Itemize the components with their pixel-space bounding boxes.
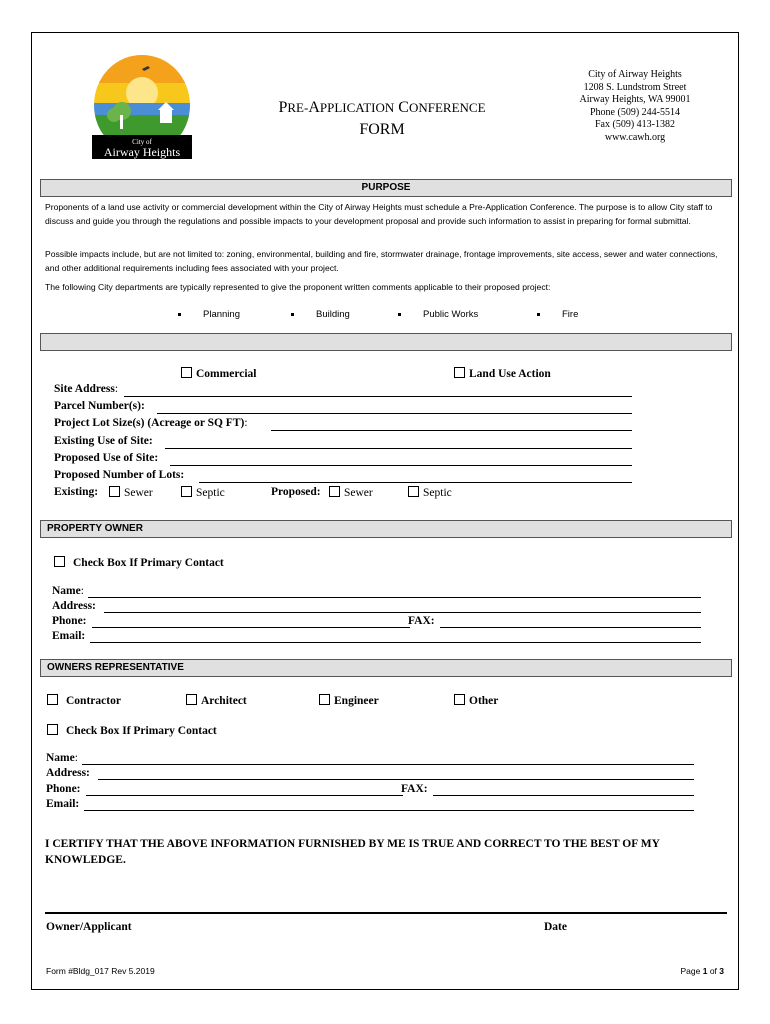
lot-size-field[interactable]: Project Lot Size(s) (Acreage or SQ FT):	[54, 417, 632, 433]
parcel-number-field[interactable]: Parcel Number(s):	[54, 400, 632, 416]
proposed-label: Proposed:	[271, 486, 321, 498]
form-number: Form #Bldg_017 Rev 5.2019	[46, 966, 155, 976]
owner-primary-checkbox[interactable]	[54, 556, 65, 567]
existing-sewer-checkbox[interactable]	[109, 486, 120, 497]
existing-label: Existing:	[54, 486, 99, 498]
land-use-option[interactable]: Land Use Action	[454, 367, 551, 380]
owner-email-field[interactable]: Email:	[52, 630, 701, 645]
logo-text-top: City of	[132, 138, 152, 146]
property-owner-heading: PROPERTY OWNER	[40, 520, 732, 538]
owner-primary-contact[interactable]: Check Box If Primary Contact	[54, 556, 224, 569]
project-type-bar	[40, 333, 732, 351]
rep-email-field[interactable]: Email:	[46, 798, 694, 813]
purpose-paragraph-3: The following City departments are typically represented to give the proponent written comments applicable to their proposed project:	[45, 282, 551, 292]
city-logo	[92, 53, 192, 159]
commercial-option[interactable]: Commercial	[181, 367, 256, 380]
proposed-septic-checkbox[interactable]	[408, 486, 419, 497]
dept-public-works: Public Works	[398, 309, 478, 320]
purpose-paragraph-2: Possible impacts include, but are not limited to: zoning, environmental, building and fire, stormwater drainage, frontage improvements, site access, sewer and water connections, and other additional requirements including fees associated with your project.	[45, 249, 718, 273]
architect-checkbox[interactable]	[186, 694, 197, 705]
existing-use-field[interactable]: Existing Use of Site:	[54, 435, 632, 451]
city-contact: City of Airway Heights 1208 S. Lundstrom Street Airway Heights, WA 99001 Phone (509) 244-5514 Fax (509) 413-1382 www.cawh.org	[579, 69, 691, 143]
rep-architect-option[interactable]: Architect	[186, 694, 247, 707]
rep-contractor-option[interactable]: Contractor	[47, 694, 121, 707]
form-title: PRE-APPLICATION CONFERENCE FORM	[252, 97, 512, 141]
dept-planning: Planning	[178, 309, 240, 320]
owner-fax-field[interactable]: FAX:	[408, 615, 701, 630]
rep-engineer-option[interactable]: Engineer	[319, 694, 379, 707]
other-checkbox[interactable]	[454, 694, 465, 705]
owner-address-field[interactable]: Address:	[52, 600, 701, 615]
signature-line[interactable]	[45, 912, 727, 914]
rep-other-option[interactable]: Other	[454, 694, 498, 707]
engineer-checkbox[interactable]	[319, 694, 330, 705]
date-label: Date	[544, 921, 567, 933]
owner-name-field[interactable]: Name:	[52, 585, 701, 600]
proposed-septic-option[interactable]: Septic	[408, 486, 452, 499]
proposed-sewer-checkbox[interactable]	[329, 486, 340, 497]
purpose-paragraph-1: Proponents of a land use activity or commercial development within the City of Airway Heights must schedule a Pre-Application Conference. The purpose is to allow City staff to discuss and guide you through the regulations and possible impacts to your development proposal and provide such information to assist in preparing for formal submittal.	[45, 202, 713, 226]
dept-fire: Fire	[537, 309, 578, 320]
rep-name-field[interactable]: Name:	[46, 752, 694, 767]
form-page	[31, 32, 739, 990]
dept-building: Building	[291, 309, 350, 320]
proposed-sewer-option[interactable]: Sewer	[329, 486, 373, 499]
proposed-lots-field[interactable]: Proposed Number of Lots:	[54, 469, 632, 485]
owner-phone-field[interactable]: Phone:	[52, 615, 410, 630]
existing-septic-option[interactable]: Septic	[181, 486, 225, 499]
owner-applicant-label: Owner/Applicant	[46, 921, 132, 933]
rep-fax-field[interactable]: FAX:	[401, 783, 694, 798]
rep-phone-field[interactable]: Phone:	[46, 783, 403, 798]
commercial-checkbox[interactable]	[181, 367, 192, 378]
certification-statement: I CERTIFY THAT THE ABOVE INFORMATION FURNISHED BY ME IS TRUE AND CORRECT TO THE BEST OF MY KNOWLEDGE.	[45, 838, 660, 866]
rep-primary-contact[interactable]: Check Box If Primary Contact	[47, 724, 217, 737]
existing-sewer-option[interactable]: Sewer	[109, 486, 153, 499]
owners-rep-heading: OWNERS REPRESENTATIVE	[40, 659, 732, 677]
rep-primary-checkbox[interactable]	[47, 724, 58, 735]
logo-text-main: Airway Heights	[103, 145, 181, 159]
page-indicator: Page 1 of 3	[680, 966, 724, 976]
land-use-checkbox[interactable]	[454, 367, 465, 378]
contractor-checkbox[interactable]	[47, 694, 58, 705]
form-title-line2: FORM	[359, 121, 405, 138]
purpose-heading: PURPOSE	[40, 179, 732, 197]
rep-address-field[interactable]: Address:	[46, 767, 694, 782]
existing-septic-checkbox[interactable]	[181, 486, 192, 497]
site-address-field[interactable]: Site Address:	[54, 383, 632, 399]
proposed-use-field[interactable]: Proposed Use of Site:	[54, 452, 632, 468]
